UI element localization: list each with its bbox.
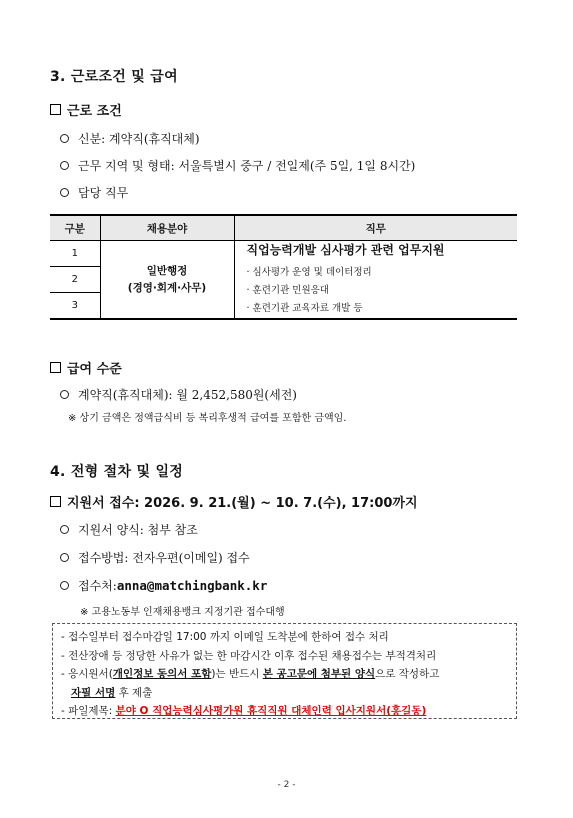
- duty-item: · 훈련기관 교육자료 개발 등: [246, 303, 363, 314]
- notice-text: )는 반드시: [211, 668, 263, 680]
- condition-item: [60, 184, 128, 201]
- field-line1: 일반행정: [146, 264, 188, 277]
- file-title-format: 분야 O 직업능력심사평가원 휴직직원 대체인력 입사지원서(홍길동): [115, 705, 427, 717]
- duty-item: · 훈련기관 민원응대: [246, 285, 329, 296]
- condition-item: [60, 130, 200, 147]
- condition-employment-type: 신분: 계약직(휴직대체): [78, 132, 200, 146]
- header-duty: 직무: [234, 215, 517, 241]
- application-item: [60, 521, 198, 538]
- notice-line: [61, 665, 508, 684]
- notice-emphasis: 개인정보 동의서 포함: [112, 668, 212, 680]
- field-cell: [100, 241, 234, 320]
- circle-bullet-icon: [60, 581, 69, 590]
- conditions-heading: [50, 100, 122, 119]
- salary-amount: 계약직(휴직대체): 월 2,452,580원(세전): [78, 388, 297, 402]
- section-3-title: 3. 근로조건 및 급여: [50, 69, 178, 85]
- circle-bullet-icon: [60, 134, 69, 143]
- page-number: - 2 -: [277, 780, 296, 790]
- row-number: 3: [50, 292, 100, 319]
- notice-text: - 응시원서(: [61, 668, 113, 680]
- header-category: 구분: [50, 215, 100, 241]
- email-address: anna@matchingbank.kr: [116, 578, 268, 593]
- notice-box: [52, 623, 517, 719]
- salary-item: [60, 386, 297, 403]
- conditions-title: 근로 조건: [67, 104, 122, 119]
- header-field: 채용분야: [100, 215, 234, 241]
- job-table-header: [50, 215, 517, 241]
- notice-line: [61, 684, 508, 703]
- application-item: [60, 577, 267, 594]
- salary-title: 급여 수준: [67, 362, 122, 377]
- duty-item: · 심사평가 운영 및 데이터정리: [246, 267, 372, 278]
- circle-bullet-icon: [60, 553, 69, 562]
- condition-duty: 담당 직무: [78, 186, 129, 200]
- condition-location: 근무 지역 및 형태: 서울특별시 중구 / 전일제(주 5일, 1일 8시간): [78, 159, 416, 173]
- notice-line: - 전산장애 등 정당한 사유가 없는 한 마감시간 이후 접수된 채용접수는 부적격처리: [61, 649, 437, 662]
- circle-bullet-icon: [60, 525, 69, 534]
- notice-emphasis: 자필 서명: [71, 686, 116, 699]
- email-label: 접수처:: [78, 579, 117, 593]
- row-number: 2: [50, 266, 100, 292]
- duty-title: 직업능력개발 심사평가 관련 업무지원: [246, 243, 445, 257]
- notice-text: - 파일제목:: [61, 705, 116, 717]
- salary-note: ※ 상기 금액은 정액급식비 등 복리후생적 급여를 포함한 금액임.: [68, 413, 347, 424]
- table-row: [50, 241, 517, 267]
- salary-heading: [50, 358, 122, 377]
- notice-emphasis: 본 공고문에 첨부된 양식: [262, 668, 376, 680]
- application-form: 지원서 양식: 첨부 참조: [78, 523, 198, 537]
- row-number: 1: [50, 241, 100, 267]
- checkbox-square-icon: [50, 362, 61, 373]
- notice-text: 으로 작성하고: [375, 668, 440, 680]
- job-table: [50, 214, 517, 320]
- section-4-title: 4. 전형 절차 및 일정: [50, 464, 184, 480]
- application-item: [60, 549, 250, 566]
- application-title: 지원서 접수: 2026. 9. 21.(월) ~ 10. 7.(수), 17:00까지: [67, 496, 418, 511]
- checkbox-square-icon: [50, 104, 61, 115]
- notice-line: [61, 702, 508, 721]
- condition-item: [60, 157, 415, 174]
- notice-text: 후 제출: [115, 686, 153, 699]
- duty-cell: [234, 241, 517, 320]
- application-heading: [50, 492, 418, 511]
- circle-bullet-icon: [60, 390, 69, 399]
- circle-bullet-icon: [60, 161, 69, 170]
- field-line2: (경영·회계·사무): [127, 281, 207, 294]
- circle-bullet-icon: [60, 188, 69, 197]
- notice-line: - 접수일부터 접수마감일 17:00 까지 이메일 도착분에 한하여 접수 처리: [61, 631, 389, 643]
- application-method: 접수방법: 전자우편(이메일) 접수: [78, 551, 250, 565]
- checkbox-square-icon: [50, 496, 61, 507]
- email-note: ※ 고용노동부 인재채용뱅크 지정기관 접수대행: [80, 607, 285, 618]
